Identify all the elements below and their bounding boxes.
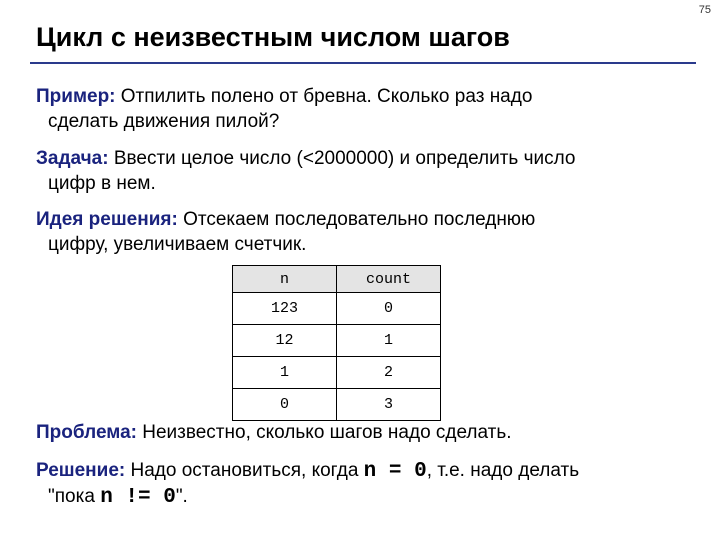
example-text-line2: сделать движения пилой? bbox=[48, 111, 280, 132]
idea-label: Идея решения: bbox=[36, 209, 178, 230]
header-count: count bbox=[337, 266, 441, 293]
table-row bbox=[233, 293, 441, 325]
table-row bbox=[233, 389, 441, 421]
solution-text-3: "пока bbox=[48, 486, 101, 507]
problem-label: Проблема: bbox=[36, 422, 137, 443]
table-row bbox=[233, 325, 441, 357]
code-n-equals-zero: n = 0 bbox=[363, 460, 427, 483]
title-underline bbox=[30, 62, 696, 64]
cell-n: 0 bbox=[233, 389, 337, 421]
idea-text-line2: цифру, увеличиваем счетчик. bbox=[48, 234, 307, 255]
page-number: 75 bbox=[698, 4, 711, 16]
example-text-line1: Отпилить полено от бревна. Сколько раз надо bbox=[115, 86, 533, 107]
cell-count: 3 bbox=[337, 389, 441, 421]
idea-text-line1: Отсекаем последовательно последнюю bbox=[177, 209, 536, 230]
example-paragraph bbox=[36, 84, 696, 134]
example-label: Пример: bbox=[36, 86, 116, 107]
problem-text: Неизвестно, сколько шагов надо сделать. bbox=[136, 422, 512, 443]
trace-table bbox=[232, 265, 441, 421]
solution-line2 bbox=[36, 484, 696, 510]
solution-text-4: ". bbox=[175, 486, 188, 507]
slide-title: Цикл с неизвестным числом шагов bbox=[36, 22, 510, 52]
table-row bbox=[233, 357, 441, 389]
cell-n: 1 bbox=[233, 357, 337, 389]
cell-n: 123 bbox=[233, 293, 337, 325]
cell-count: 2 bbox=[337, 357, 441, 389]
table-header-row bbox=[233, 266, 441, 293]
task-text-line1: Ввести целое число (<2000000) и определить число bbox=[108, 148, 576, 169]
solution-paragraph bbox=[36, 458, 696, 510]
cell-count: 0 bbox=[337, 293, 441, 325]
code-n-not-equals-zero: n != 0 bbox=[100, 486, 176, 509]
cell-n: 12 bbox=[233, 325, 337, 357]
task-text-line2: цифр в нем. bbox=[48, 173, 156, 194]
solution-text-1: Надо остановиться, когда bbox=[125, 460, 364, 481]
idea-paragraph bbox=[36, 207, 696, 257]
header-n: n bbox=[233, 266, 337, 293]
cell-count: 1 bbox=[337, 325, 441, 357]
solution-text-2: , т.е. надо делать bbox=[426, 460, 580, 481]
problem-paragraph bbox=[36, 420, 696, 445]
task-label: Задача: bbox=[36, 148, 109, 169]
task-paragraph bbox=[36, 146, 696, 196]
solution-label: Решение: bbox=[36, 460, 126, 481]
